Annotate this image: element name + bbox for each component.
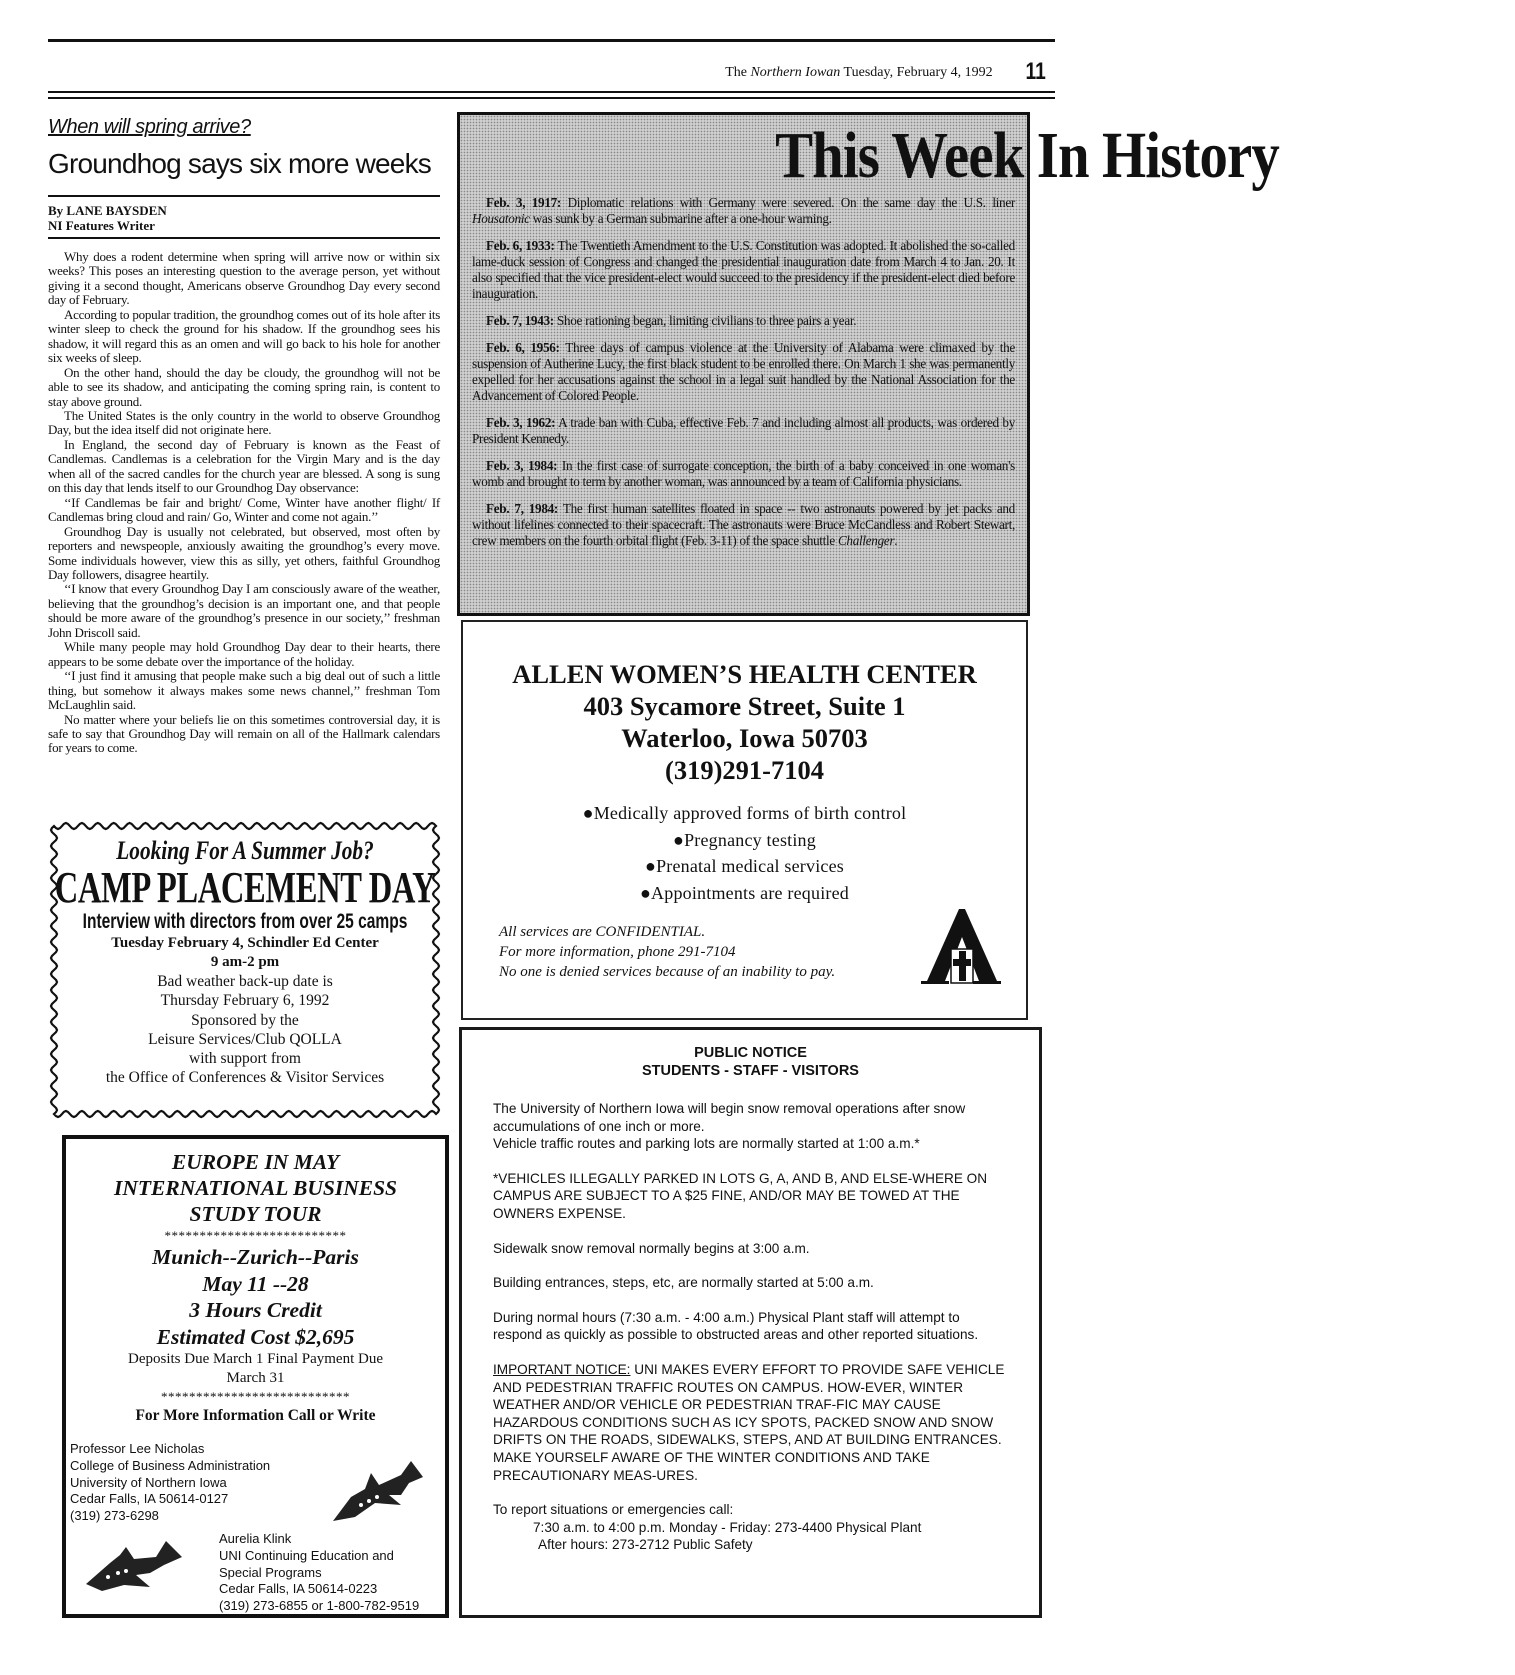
- notice-text: The University of Northern Iowa will begin snow removal operations after snow accumulations of one inch or more.: [493, 1101, 966, 1134]
- report-day-line: 7:30 a.m. to 4:00 p.m. Monday - Friday: 273-4400 Physical Plant: [533, 1519, 922, 1535]
- notice-heading: [462, 1044, 1039, 1080]
- masthead: [48, 58, 1048, 85]
- contact-nicholas: [70, 1441, 270, 1525]
- contact-line: Special Programs: [219, 1564, 322, 1580]
- history-entry: [472, 340, 1015, 404]
- entry-text: was sunk by a German submarine after a one-hour warning.: [529, 211, 832, 226]
- note-line: No one is denied services because of an inability to pay.: [499, 964, 836, 980]
- masthead-rule: [48, 91, 1055, 93]
- entry-text: .: [894, 533, 898, 548]
- service-item: ●Pregnancy testing: [673, 829, 816, 850]
- entry-date: Feb. 6, 1933:: [486, 238, 555, 253]
- entry-date: Feb. 3, 1917:: [486, 195, 562, 210]
- entry-text: The first human satellites floated in space -- two astronauts powered by jet packs and without lifelines connected to their spacecraft. The astronauts were Bruce McCandless and Robert Stewart, crew members on the fourth orbital flight (Feb. 3-11) of the space shuttle: [472, 501, 1015, 548]
- camp-backup-date: Thursday February 6, 1992: [160, 992, 330, 1010]
- article-headline: Groundhog says six more weeks: [48, 148, 431, 179]
- article-paragraph: According to popular tradition, the groundhog comes out of its hole after its winter sleep to check the ground for his shadow. If the groundhog sees his shadow, it will regard this as an omen and will go back to his hole for another six weeks of sleep.: [48, 306, 440, 366]
- report-after-line: After hours: 273-2712 Public Safety: [538, 1537, 753, 1553]
- allen-cross-logo-icon: [921, 907, 1001, 987]
- tour-heading: INTERNATIONAL BUSINESS: [114, 1176, 397, 1200]
- article-paragraph: ‘‘If Candlemas be fair and bright/ Come, Winter have another flight/ If Candlemas bring cloud and rain/ Go, Winter and come not again.’’: [48, 494, 440, 525]
- issue-date: Tuesday, February 4, 1992: [840, 65, 993, 80]
- tour-cities: Munich--Zurich--Paris: [152, 1245, 359, 1269]
- camp-placement-ad: [48, 820, 442, 1120]
- article-body: [48, 250, 440, 756]
- entry-text: Three days of campus violence at the University of Alabama were climaxed by the suspension of Autherine Lucy, the first black student to be enrolled there. On March 1 she was permanently expelled for her accusations against the school in a legal suit handled by the National Association for the Advancement of Colored People.: [472, 340, 1015, 403]
- tour-deposit: March 31: [226, 1370, 285, 1386]
- tour-heading: STUDY TOUR: [189, 1202, 322, 1226]
- camp-question: Looking For A Summer Job?: [116, 836, 374, 865]
- camp-title: CAMP PLACEMENT DAY: [54, 863, 436, 912]
- notice-paragraph: During normal hours (7:30 a.m. - 4:00 a.m.) Physical Plant staff will attempt to respond as quickly as possible to obstructed areas and other reported situations.: [493, 1309, 979, 1343]
- masthead-pre: The: [725, 65, 751, 80]
- public-notice-box: [459, 1027, 1042, 1618]
- this-week-in-history-box: [457, 112, 1279, 616]
- history-entry: [472, 313, 1015, 329]
- byline: [48, 203, 167, 233]
- europe-study-tour-ad: [62, 1135, 449, 1618]
- important-label: IMPORTANT NOTICE:: [493, 1361, 631, 1377]
- article-paragraph: Groundhog Day is usually not celebrated, but observed, most often by reporters and newspeople, anxiously awaiting the groundhog’s every move. Some individuals however, view this as silly, yet others, faithful Groundhog Day followers, disagree heartily.: [48, 523, 440, 582]
- article-paragraph: While many people may hold Groundhog Day dear to their hearts, there appears to be some debate over the importance of the holiday.: [48, 639, 440, 669]
- clinic-phone: (319)291-7104: [665, 755, 824, 785]
- camp-time: 9 am-2 pm: [210, 954, 280, 970]
- note-line: All services are CONFIDENTIAL.: [499, 924, 706, 940]
- airplane-icon: [331, 1459, 426, 1524]
- page-number: 11: [1025, 58, 1046, 85]
- notice-subtitle: STUDENTS - STAFF - VISITORS: [642, 1063, 859, 1079]
- entry-date: Feb. 3, 1962:: [486, 415, 556, 430]
- report-line: To report situations or emergencies call:: [493, 1502, 734, 1518]
- airplane-icon: [84, 1539, 184, 1599]
- clinic-city: Waterloo, Iowa 50703: [621, 723, 868, 753]
- entry-text: A trade ban with Cuba, effective Feb. 7 and including almost all products, was ordered by President Kennedy.: [472, 415, 1015, 446]
- contact-line: Cedar Falls, IA 50614-0223: [219, 1581, 378, 1597]
- contact-line: College of Business Administration: [70, 1457, 271, 1473]
- tour-deposit: Deposits Due March 1 Final Payment Due: [128, 1351, 383, 1367]
- history-entry: [472, 195, 1015, 227]
- top-rule: [48, 39, 1055, 42]
- notice-paragraph: *VEHICLES ILLEGALLY PARKED IN LOTS G, A, AND B, AND ELSE-WHERE ON CAMPUS ARE SUBJECT TO A $25 FINE, AND/OR MAY BE TOWED AT THE OWNERS EXPENSE.: [493, 1170, 988, 1221]
- byline-role: NI Features Writer: [48, 218, 155, 233]
- article-paragraph: The United States is the only country in the world to observe Groundhog Day, but the idea itself did not originate here.: [48, 407, 440, 438]
- contact-line: Aurelia Klink: [219, 1531, 292, 1546]
- notice-paragraph: [493, 1100, 1011, 1153]
- notice-title: PUBLIC NOTICE: [694, 1045, 807, 1061]
- entry-date: Feb. 7, 1943:: [486, 313, 554, 328]
- service-item: ●Prenatal medical services: [645, 856, 844, 876]
- history-entry: [472, 501, 1015, 549]
- entry-date: Feb. 6, 1956:: [486, 340, 560, 355]
- masthead-rule: [48, 97, 1055, 99]
- star-divider: ***************************: [161, 1389, 350, 1404]
- camp-sponsor: Sponsored by the: [191, 1011, 299, 1029]
- notice-text: Vehicle traffic routes and parking lots are normally started at 1:00 a.m.*: [493, 1136, 920, 1152]
- history-entry: [472, 238, 1015, 302]
- entry-text: The Twentieth Amendment to the U.S. Constitution was adopted. It abolished the so-called lame-duck session of Congress and changed the presidential inauguration date from March 4 to Jan. 20. It also specified that the vice president-elect would succeed to the presidency if the president-elect died before inauguration.: [472, 238, 1015, 301]
- camp-subtitle: Interview with directors from over 25 camps: [82, 910, 408, 933]
- history-title: This Week In History: [775, 119, 1279, 192]
- article-paragraph: ‘‘I know that every Groundhog Day I am consciously aware of the weather, believing that the groundhog’s decision is an important one, and that people should be more aware of the groundhog’s presence in our society,’’ freshman John Driscoll said.: [48, 581, 440, 640]
- entry-text: In the first case of surrogate conception, the birth of a baby conceived in one woman's womb and brought to term by another woman, was announced by a team of California physicians.: [472, 458, 1015, 489]
- camp-backup: Bad weather back-up date is: [157, 973, 333, 990]
- contact-line: Cedar Falls, IA 50614-0127: [70, 1491, 229, 1507]
- tour-more-info: For More Information Call or Write: [135, 1407, 376, 1424]
- byline-author: By LANE BAYSDEN: [48, 203, 167, 218]
- article-paragraph: On the other hand, should the day be cloudy, the groundhog will not be able to see its shadow, and anticipating the coming spring rain, is content to stay above ground.: [48, 364, 440, 409]
- article-paragraph: Why does a rodent determine when spring will arrive now or within six weeks? This poses an interesting question to the average person, yet without giving it a second thought, Americans observe Groundhog Day every second day of February.: [48, 249, 440, 308]
- tour-credit: 3 Hours Credit: [189, 1298, 322, 1322]
- contact-line: Professor Lee Nicholas: [70, 1441, 205, 1456]
- history-entry: [472, 415, 1015, 447]
- article-paragraph: No matter where your beliefs lie on this sometimes controversial day, it is safe to say that Groundhog Day will remain on all of the Hallmark calendars for years to come.: [48, 711, 440, 756]
- clinic-name: ALLEN WOMEN’S HEALTH CENTER: [512, 659, 977, 689]
- important-text: UNI MAKES EVERY EFFORT TO PROVIDE SAFE VEHICLE AND PEDESTRIAN TRAFFIC ROUTES ON CAMPUS. HOW-EVER, WINTER WEATHER AND/OR VEHICLE OR PEDESTRIAN TRAF-FIC MAY CAUSE HAZARDOUS CONDITIONS SUCH AS ICY SPOTS, PACKED SNOW AND SNOW DRIFTS ON THE ROADS, SIDEWALKS, STEPS, AND AT BUILDING ENTRANCES. MAKE YOURSELF AWARE OF THE WINTER CONDITIONS AND TAKE PRECAUTIONARY MEAS-URES.: [493, 1361, 1005, 1483]
- tour-dates: May 11 --28: [202, 1271, 309, 1296]
- camp-sponsor: with support from: [189, 1050, 301, 1068]
- notice-paragraph: Building entrances, steps, etc, are normally started at 5:00 a.m.: [493, 1275, 874, 1291]
- article-kicker: When will spring arrive?: [48, 116, 251, 138]
- entry-italic: Housatonic: [472, 211, 530, 226]
- divider: [48, 237, 440, 239]
- contact-klink: [219, 1531, 419, 1615]
- allen-health-center-ad: [461, 620, 1028, 1020]
- entry-text: Diplomatic relations with Germany were severed. On the same day the U.S. liner: [561, 195, 1015, 210]
- history-entry: [472, 458, 1015, 490]
- paper-name: Northern Iowan: [750, 65, 841, 80]
- entry-italic: Challenger: [837, 533, 895, 548]
- entry-date: Feb. 3, 1984:: [486, 458, 558, 473]
- entry-text: Shoe rationing began, limiting civilians to three pairs a year.: [553, 313, 857, 328]
- camp-sponsor: Leisure Services/Club QOLLA: [148, 1030, 342, 1048]
- article-paragraph: ‘‘I just find it amusing that people make such a big deal out of such a little thing, but somehow it always makes some news channel,’’ freshman Tom McLaughlin said.: [48, 668, 440, 713]
- camp-when: Tuesday February 4, Schindler Ed Center: [111, 935, 379, 951]
- important-notice: [493, 1361, 1011, 1484]
- article-paragraph: In England, the second day of February is known as the Feast of Candlemas. Candlemas is a celebration for the Virgin Mary and is the day when all of the sacred candles for the church year are blessed. A song is sung on this day that lends itself to our Groundhog Day observance:: [48, 436, 440, 496]
- contact-line: (319) 273-6855 or 1-800-782-9519: [219, 1598, 420, 1614]
- clinic-notes: [499, 922, 835, 982]
- service-item: ●Appointments are required: [639, 882, 849, 903]
- contact-line: University of Northern Iowa: [70, 1474, 227, 1490]
- contact-line: UNI Continuing Education and: [219, 1547, 394, 1563]
- tour-cost: Estimated Cost $2,695: [156, 1324, 355, 1349]
- contact-line: (319) 273-6298: [70, 1508, 159, 1524]
- divider: [48, 195, 440, 197]
- service-item: ●Medically approved forms of birth control: [582, 803, 907, 823]
- tour-heading: EUROPE IN MAY: [171, 1150, 340, 1174]
- notice-paragraph: Sidewalk snow removal normally begins at 3:00 a.m.: [493, 1240, 810, 1256]
- camp-sponsor: the Office of Conferences & Visitor Services: [105, 1069, 385, 1087]
- star-divider: **************************: [164, 1228, 347, 1243]
- note-line: For more information, phone 291-7104: [499, 944, 736, 960]
- clinic-street: 403 Sycamore Street, Suite 1: [583, 691, 906, 721]
- entry-date: Feb. 7, 1984:: [486, 501, 559, 516]
